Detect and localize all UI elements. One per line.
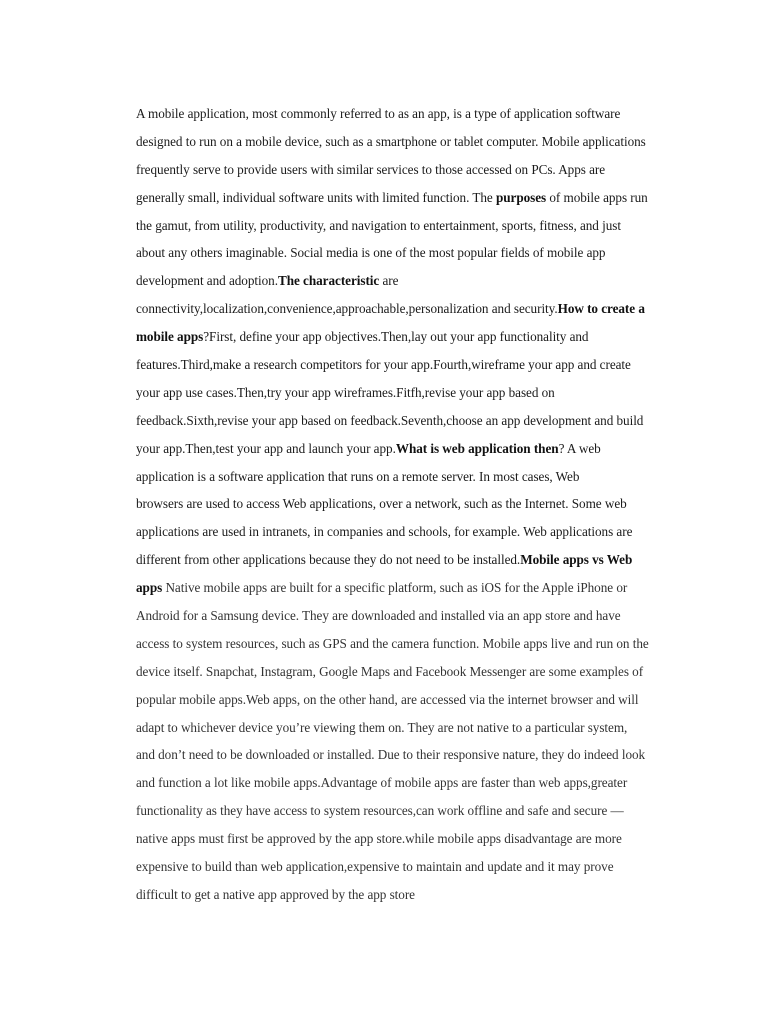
bold-heading-text: Mobile apps vs Web [520,552,633,568]
text-line [136,351,684,379]
text-line [136,184,684,212]
text-line [136,686,684,714]
paragraph-text: generally small, individual software units with limited function. The [136,189,496,205]
text-line [136,267,684,295]
text-line [136,239,684,267]
text-line [136,881,684,909]
text-line [136,630,684,658]
paragraph-text: connectivity,localization,convenience,approachable,personalization and security. [136,301,558,317]
text-line [136,769,684,797]
text-line [136,574,684,602]
text-line [136,407,684,435]
paragraph-text: A mobile application, most commonly referred to as an app, is a type of application software [136,106,621,121]
text-line [136,518,684,546]
text-line [136,490,684,518]
text-line [136,658,684,686]
paragraph-text: applications are used in intranets, in companies and schools, for example. Web applications are [136,524,633,540]
paragraph-text: designed to run on a mobile device, such as a smartphone or tablet computer. Mobile applications [136,133,646,149]
paragraph-text: frequently serve to provide users with similar services to those accessed on PCs. Apps are [136,161,606,177]
text-line [136,295,684,323]
paragraph-text: are [379,273,399,289]
paragraph-text: your app.Then,test your app and launch your app. [136,440,396,456]
paragraph-text: application is a software application that runs on a remote server. In most cases, Web [136,468,580,484]
bold-heading-text: purposes [495,189,547,205]
paragraph-text: native apps must first be approved by the app store.while mobile apps disadvantage are more [136,831,622,847]
paragraph-text: expensive to build than web application,expensive to maintain and update and it may prove [136,859,614,875]
paragraph-text: access to system resources, such as GPS and the camera function. Mobile apps live and run on the [136,635,649,651]
paragraph-text: and function a lot like mobile apps.Advantage of mobile apps are faster than web apps,greater [136,775,628,791]
paragraph-text: device itself. Snapchat, Instagram, Google Maps and Facebook Messenger are some examples of [136,663,644,679]
text-line [136,100,684,128]
paragraph-text: browsers are used to access Web applications, over a network, such as the Internet. Some web [136,496,627,512]
text-line [136,128,684,156]
text-line [136,602,684,630]
bold-heading-text: apps [136,580,163,596]
text-line [136,463,684,491]
paragraph-text: popular mobile apps.Web apps, on the other hand, are accessed via the internet browser and will [136,691,639,707]
bold-heading-text: What is web application then [395,440,559,456]
paragraph-text: of mobile apps run [546,189,648,205]
paragraph-text: the gamut, from utility, productivity, and navigation to entertainment, sports, fitness, and just [136,217,621,233]
body-text [136,100,684,909]
text-line [136,212,684,240]
paragraph-text: ? A web [558,440,601,456]
text-line [136,825,684,853]
paragraph-text: adapt to whichever device you’re viewing them on. They are not native to a particular system, [136,719,628,735]
text-line [136,156,684,184]
bold-heading-text: mobile apps [136,329,204,345]
paragraph-text: difficult to get a native app approved by the app store [136,886,415,902]
text-line [136,379,684,407]
paragraph-text: about any others imaginable. Social media is one of the most popular fields of mobile app [136,245,606,261]
text-line [136,853,684,881]
bold-heading-text: How to create a [557,301,645,317]
text-line [136,546,684,574]
paragraph-text: features.Third,make a research competitors for your app.Fourth,wireframe your app and create [136,357,631,373]
paragraph-text: and don’t need to be downloaded or installed. Due to their responsive nature, they do indeed look [136,747,646,763]
text-line [136,741,684,769]
text-line [136,797,684,825]
paragraph-text: feedback.Sixth,revise your app based on feedback.Seventh,choose an app development and build [136,412,644,428]
paragraph-text: ?First, define your app objectives.Then,lay out your app functionality and [203,329,589,345]
paragraph-text: your app use cases.Then,try your app wireframes.Fitfh,revise your app based on [136,384,555,400]
paragraph-text: Native mobile apps are built for a specific platform, such as iOS for the Apple iPhone or [162,580,628,596]
text-line [136,714,684,742]
bold-heading-text: The characteristic [277,273,380,289]
text-line [136,435,684,463]
paragraph-text: functionality as they have access to system resources,can work offline and safe and secure — [136,803,624,819]
paragraph-text: different from other applications because they do not need to be installed. [136,552,521,568]
text-line [136,323,684,351]
paragraph-text: development and adoption. [136,273,278,289]
paragraph-text: Android for a Samsung device. They are downloaded and installed via an app store and have [136,608,621,624]
